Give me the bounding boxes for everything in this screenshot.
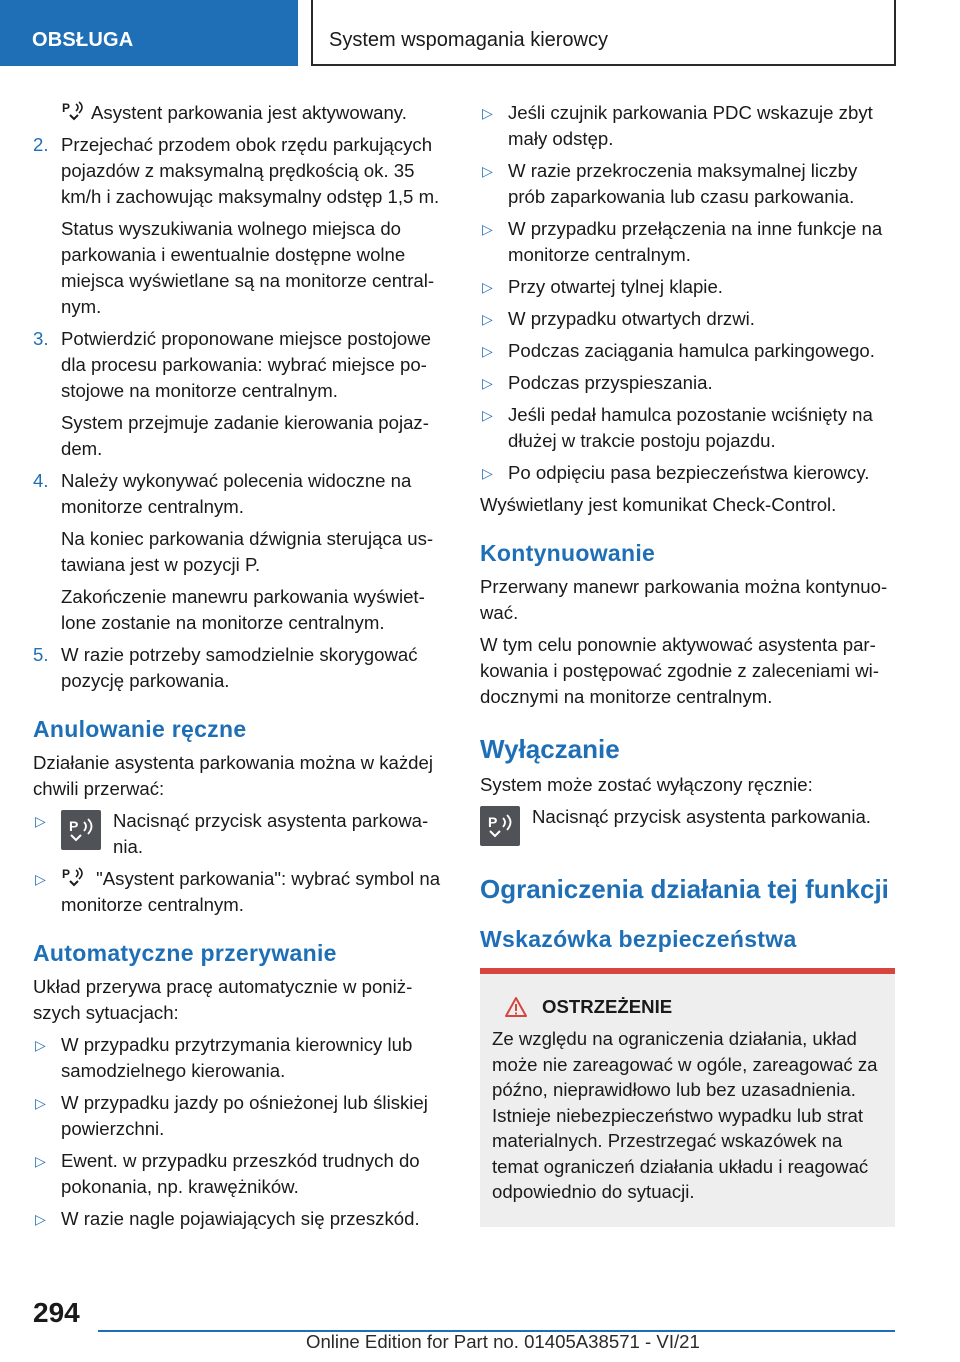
warning-text: Ze względu na ograniczenia działania, układ może nie zareagować w ogóle, zareagować za późno, nieprawidłowo lub bez uzasadnienia. Istnieje niebezpieczeństwo wypadku lub strat materialnych. Przestrzegać wskazówek na temat ograniczeń działania układu i reagować odpowiednio do sytuacji.: [492, 1028, 878, 1202]
step-text: Należy wykonywać polecenia widoczne na monitorze centralnym.: [61, 470, 412, 517]
list-item: [480, 402, 895, 454]
activated-text: Asystent parkowania jest aktywowany.: [91, 102, 407, 123]
list-item: [480, 460, 895, 486]
manual-heading: Anulowanie ręczne: [33, 716, 247, 742]
continue-text-2: W tym celu ponownie aktywować asystenta parkowania i postępować zgodnie z zaleceniami widocznymi na monitorze centralnym.: [480, 634, 879, 707]
step-text: Przejechać przodem obok rzędu parkujących pojazdów z maksymalną prędkością ok. 35 km/h i zachowując maksymalny odstęp 1,5 m.: [61, 134, 440, 207]
continue-text-1: Przerwany manewr parkowania można kontynuować.: [480, 576, 888, 623]
parking-button-icon: [61, 810, 101, 850]
manual-bullet-2: "Asystent parkowania": wybrać symbol na monitorze centralnym.: [61, 868, 441, 915]
list-item: [33, 468, 449, 636]
auto-text: Układ przerywa pracę automatycznie w poniższych sytuacjach:: [33, 976, 413, 1023]
bullet-text: Podczas przyspieszania.: [508, 372, 713, 393]
triangle-right-icon: ▷: [482, 221, 493, 237]
continue-heading: Kontynuowanie: [480, 540, 656, 566]
bullet-text: W razie przekroczenia maksymalnej liczby prób zaparkowania lub czasu parkowania.: [508, 160, 858, 207]
bullet-text: Jeśli czujnik parkowania PDC wskazuje zbyt mały odstęp.: [508, 102, 873, 149]
list-item: [33, 326, 449, 462]
bullet-text: W przypadku jazdy po ośnieżonej lub śliskiej powierzchni.: [61, 1092, 428, 1139]
right-bullets-list: [480, 100, 895, 486]
list-item: [480, 100, 895, 152]
step-number: 5.: [33, 644, 49, 665]
page-header: [0, 0, 960, 66]
activated-line: [33, 100, 449, 126]
step-note: Zakończenie manewru parkowania wyświetlone zostanie na monitorze centralnym.: [61, 586, 425, 633]
right-column: [480, 100, 895, 1227]
list-item: [33, 642, 449, 694]
safety-heading: Wskazówka bezpieczeństwa: [480, 926, 797, 952]
bullet-text: Jeśli pedał hamulca pozostanie wciśnięty na dłużej w trakcie postoju pojazdu.: [508, 404, 873, 451]
step-number: 2.: [33, 134, 49, 155]
step-text: Potwierdzić proponowane miejsce postojowe dla procesu parkowania: wybrać miejsce postojowe na monitorze centralnym.: [61, 328, 432, 401]
triangle-right-icon: ▷: [482, 279, 493, 295]
bullet-text: Podczas zaciągania hamulca parkingowego.: [508, 340, 875, 361]
triangle-right-icon: ▷: [482, 343, 493, 359]
bullet-text: Ewent. w przypadku przeszkód trudnych do pokonania, np. krawężników.: [61, 1150, 420, 1197]
step-number: 3.: [33, 328, 49, 349]
svg-text:P: P: [69, 818, 79, 834]
triangle-right-icon: ▷: [35, 1095, 46, 1111]
auto-heading: Automatyczne przerywanie: [33, 940, 337, 966]
parking-button-icon: [480, 806, 520, 846]
step-note: Na koniec parkowania dźwignia sterująca ustawiana jest w pozycji P.: [61, 528, 434, 575]
list-item: [33, 1032, 449, 1084]
svg-text:P: P: [488, 814, 498, 830]
manual-text: Działanie asystenta parkowania można w każdej chwili przerwać:: [33, 752, 433, 799]
page-number: 294: [33, 1297, 80, 1328]
list-item: [33, 1206, 449, 1232]
list-item: [480, 306, 895, 332]
check-control-text: Wyświetlany jest komunikat Check-Control.: [480, 494, 837, 515]
off-text: System może zostać wyłączony ręcznie:: [480, 774, 813, 795]
left-column: [33, 100, 449, 1238]
bullet-text: W przypadku otwartych drzwi.: [508, 308, 755, 329]
triangle-right-icon: ▷: [482, 375, 493, 391]
list-item: [33, 808, 449, 860]
triangle-right-icon: ▷: [35, 1211, 46, 1227]
section-tab: OBSŁUGA: [0, 0, 298, 66]
triangle-right-icon: ▷: [35, 1037, 46, 1053]
svg-text:P: P: [62, 867, 71, 881]
list-item: [480, 274, 895, 300]
list-item: [480, 370, 895, 396]
manual-bullet-1: Nacisnąć przycisk asystenta parkowania.: [113, 810, 429, 857]
warning-box: [480, 968, 895, 1227]
parking-assistant-icon: [61, 866, 85, 888]
bullet-text: W razie nagle pojawiających się przeszkód.: [61, 1208, 420, 1229]
bullet-text: Przy otwartej tylnej klapie.: [508, 276, 723, 297]
list-item: [33, 866, 449, 918]
step-number: 4.: [33, 470, 49, 491]
list-item: [480, 216, 895, 268]
list-item: [480, 338, 895, 364]
svg-text:P: P: [62, 101, 71, 115]
steps-list: [33, 132, 449, 694]
warning-title: OSTRZEŻENIE: [542, 996, 673, 1017]
step-note: Status wyszukiwania wolnego miejsca do parkowania i ewentualnie dostępne wolne miejsca wyświetlane są na monitorze centralnym.: [61, 218, 435, 317]
triangle-right-icon: ▷: [35, 871, 46, 887]
list-item: [33, 1090, 449, 1142]
triangle-right-icon: ▷: [482, 105, 493, 121]
warning-title-row: [492, 994, 883, 1020]
warning-triangle-icon: [504, 996, 528, 1018]
step-note: System przejmuje zadanie kierowania pojazdem.: [61, 412, 429, 459]
triangle-right-icon: ▷: [482, 407, 493, 423]
triangle-right-icon: ▷: [35, 813, 46, 829]
triangle-right-icon: ▷: [482, 163, 493, 179]
footer-edition: Online Edition for Part no. 01405A38571 - VI/21: [306, 1331, 700, 1352]
triangle-right-icon: ▷: [482, 465, 493, 481]
parking-assistant-icon: [61, 100, 85, 122]
chapter-title: System wspomagania kierowcy: [311, 0, 896, 66]
triangle-right-icon: ▷: [482, 311, 493, 327]
list-item: [33, 132, 449, 320]
list-item: [33, 1148, 449, 1200]
limits-heading: Ograniczenia działania tej funkcji: [480, 874, 889, 904]
bullet-text: Po odpięciu pasa bezpieczeństwa kierowcy.: [508, 462, 870, 483]
off-button-text: Nacisnąć przycisk asystenta parkowania.: [532, 806, 871, 827]
auto-bullets-list: [33, 1032, 449, 1232]
bullet-text: W przypadku przytrzymania kierownicy lub samodzielnego kierowania.: [61, 1034, 413, 1081]
triangle-right-icon: ▷: [35, 1153, 46, 1169]
step-text: W razie potrzeby samodzielnie skorygować pozycję parkowania.: [61, 644, 418, 691]
off-heading: Wyłączanie: [480, 734, 620, 764]
off-button-line: [480, 804, 895, 846]
list-item: [480, 158, 895, 210]
bullet-text: W przypadku przełączenia na inne funkcje na monitorze centralnym.: [508, 218, 883, 265]
